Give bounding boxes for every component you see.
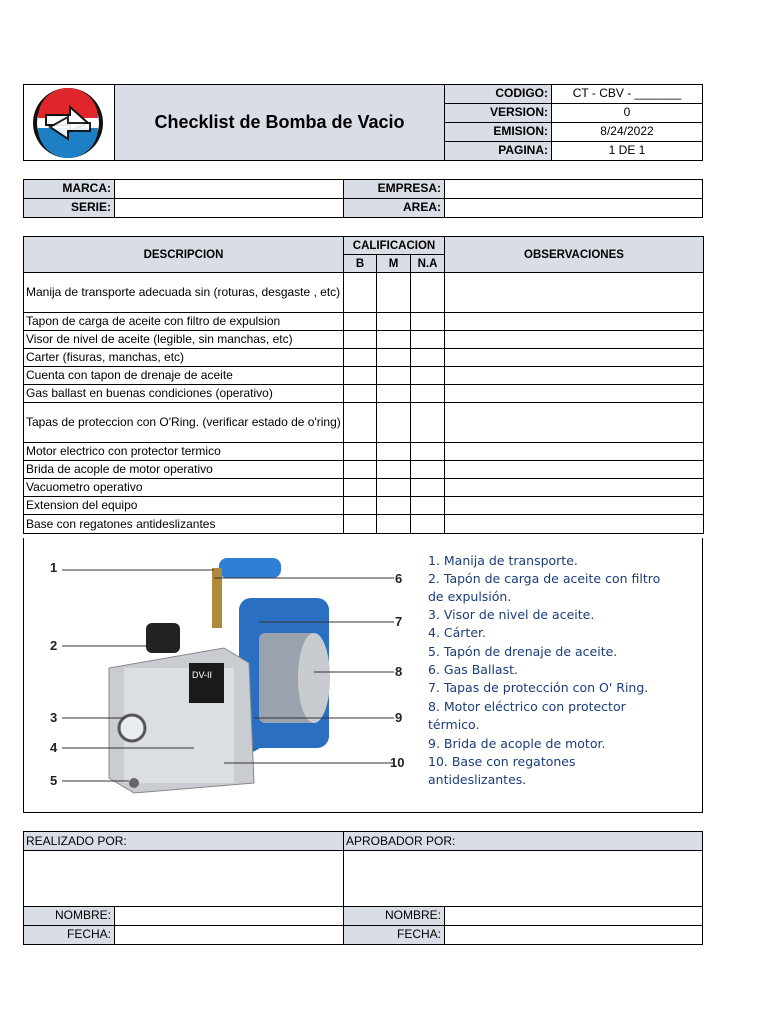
signature-section: [23, 831, 703, 951]
pump-label-plate: [189, 663, 224, 703]
col-m: M: [377, 255, 411, 273]
row-description: Motor electrico con protector termico: [24, 443, 344, 461]
m-cell[interactable]: [377, 479, 411, 497]
callout-10: 10: [390, 755, 405, 770]
b-cell[interactable]: [344, 349, 377, 367]
observation-cell[interactable]: [445, 515, 704, 534]
b-cell[interactable]: [344, 273, 377, 313]
aprobador-nombre-label: NOMBRE:: [343, 906, 445, 926]
b-cell[interactable]: [344, 367, 377, 385]
sight-glass: [119, 715, 145, 741]
m-cell[interactable]: [377, 331, 411, 349]
table-row: [24, 273, 704, 313]
observation-cell[interactable]: [445, 497, 704, 515]
row-description: Base con regatones antideslizantes: [24, 515, 344, 534]
na-cell[interactable]: [411, 331, 445, 349]
callout-4: 4: [50, 740, 58, 755]
b-cell[interactable]: [344, 497, 377, 515]
m-cell[interactable]: [377, 273, 411, 313]
empresa-field[interactable]: [444, 179, 703, 199]
area-field[interactable]: [444, 198, 703, 218]
m-cell[interactable]: [377, 349, 411, 367]
pump-diagram-panel: [23, 538, 703, 813]
b-cell[interactable]: [344, 515, 377, 534]
col-b: B: [344, 255, 377, 273]
realizado-nombre-field[interactable]: [114, 906, 344, 926]
table-row: [24, 349, 704, 367]
table-row: [24, 331, 704, 349]
codigo-value: CT - CBV - _______: [551, 84, 703, 104]
aprobador-label: APROBADOR POR:: [343, 831, 703, 851]
callout-7: 7: [395, 614, 403, 629]
row-description: Vacuometro operativo: [24, 479, 344, 497]
emision-label: EMISION:: [444, 122, 552, 142]
m-cell[interactable]: [377, 403, 411, 443]
motor-endcap: [298, 633, 330, 723]
na-cell[interactable]: [411, 497, 445, 515]
table-row: [24, 403, 704, 443]
m-cell[interactable]: [377, 313, 411, 331]
pagina-label: PAGINA:: [444, 141, 552, 161]
row-description: Tapas de proteccion con O'Ring. (verificar estado de o'ring): [24, 403, 344, 443]
row-description: Tapon de carga de aceite con filtro de expulsion: [24, 313, 344, 331]
legend-line: 4. Cárter.: [428, 625, 486, 640]
form-title: Checklist de Bomba de Vacio: [114, 84, 445, 161]
col-descripcion: DESCRIPCION: [24, 237, 344, 273]
marca-field[interactable]: [114, 179, 344, 199]
pump-handle: [219, 558, 281, 578]
b-cell[interactable]: [344, 385, 377, 403]
table-row: [24, 443, 704, 461]
table-row: [24, 367, 704, 385]
row-description: Extension del equipo: [24, 497, 344, 515]
row-description: Gas ballast en buenas condiciones (operativo): [24, 385, 344, 403]
version-value: 0: [551, 103, 703, 123]
row-description: Carter (fisuras, manchas, etc): [24, 349, 344, 367]
legend-line: 1. Manija de transporte.: [428, 553, 578, 568]
table-row: [24, 479, 704, 497]
marca-label: MARCA:: [23, 179, 115, 199]
table-row: [24, 461, 704, 479]
na-cell[interactable]: [411, 313, 445, 331]
observation-cell[interactable]: [445, 349, 704, 367]
callout-8: 8: [395, 664, 403, 679]
na-cell[interactable]: [411, 273, 445, 313]
na-cell[interactable]: [411, 349, 445, 367]
checklist-table: [23, 236, 703, 534]
table-row: [24, 385, 704, 403]
handle-post: [212, 568, 222, 628]
realizado-fecha-field[interactable]: [114, 925, 344, 945]
oil-cap: [146, 623, 180, 653]
b-cell[interactable]: [344, 479, 377, 497]
area-label: AREA:: [343, 198, 445, 218]
b-cell[interactable]: [344, 461, 377, 479]
version-label: VERSION:: [444, 103, 552, 123]
realizado-fecha-label: FECHA:: [23, 925, 115, 945]
b-cell[interactable]: [344, 403, 377, 443]
legend-line: 9. Brida de acople de motor.: [428, 736, 606, 751]
observation-cell[interactable]: [445, 443, 704, 461]
legend-line: 7. Tapas de protección con O' Ring.: [428, 680, 649, 695]
observation-cell[interactable]: [445, 479, 704, 497]
na-cell[interactable]: [411, 385, 445, 403]
observation-cell[interactable]: [445, 403, 704, 443]
equipment-info: [23, 179, 703, 218]
callout-1: 1: [50, 560, 58, 575]
logo-icon: [24, 85, 113, 159]
b-cell[interactable]: [344, 313, 377, 331]
serie-field[interactable]: [114, 198, 344, 218]
col-na: N.A: [411, 255, 445, 273]
callout-6: 6: [395, 571, 403, 586]
drain-plug: [129, 778, 139, 788]
table-row: [24, 313, 704, 331]
b-cell[interactable]: [344, 331, 377, 349]
legend-line: antideslizantes.: [428, 772, 527, 787]
legend-line: 5. Tapón de drenaje de aceite.: [428, 644, 618, 659]
col-observaciones: OBSERVACIONES: [445, 237, 704, 273]
row-description: Brida de acople de motor operativo: [24, 461, 344, 479]
m-cell[interactable]: [377, 497, 411, 515]
legend-line: 6. Gas Ballast.: [428, 662, 518, 677]
realizado-nombre-label: NOMBRE:: [23, 906, 115, 926]
legend-line: de expulsión.: [428, 589, 512, 604]
vacuum-pump-illustration: [24, 538, 424, 808]
callout-9: 9: [395, 710, 403, 725]
m-cell[interactable]: [377, 443, 411, 461]
table-row: [24, 497, 704, 515]
col-calificacion: CALIFICACION: [344, 237, 445, 255]
na-cell[interactable]: [411, 515, 445, 534]
na-cell[interactable]: [411, 403, 445, 443]
observation-cell[interactable]: [445, 461, 704, 479]
observation-cell[interactable]: [445, 331, 704, 349]
m-cell[interactable]: [377, 385, 411, 403]
aprobador-fecha-label: FECHA:: [343, 925, 445, 945]
serie-label: SERIE:: [23, 198, 115, 218]
observation-cell[interactable]: [445, 385, 704, 403]
realizado-label: REALIZADO POR:: [23, 831, 344, 851]
na-cell[interactable]: [411, 443, 445, 461]
legend-line: 3. Visor de nivel de aceite.: [428, 607, 595, 622]
b-cell[interactable]: [344, 443, 377, 461]
empresa-label: EMPRESA:: [343, 179, 445, 199]
observation-cell[interactable]: [445, 313, 704, 331]
legend-line: 8. Motor eléctrico con protector: [428, 699, 626, 714]
company-logo: [23, 84, 115, 161]
na-cell[interactable]: [411, 479, 445, 497]
aprobador-signature-area[interactable]: [343, 850, 703, 907]
realizado-signature-area[interactable]: [23, 850, 344, 907]
aprobador-nombre-field[interactable]: [444, 906, 703, 926]
aprobador-fecha-field[interactable]: [444, 925, 703, 945]
row-description: Visor de nivel de aceite (legible, sin manchas, etc): [24, 331, 344, 349]
pump-brand-text: DV-II: [192, 670, 213, 680]
codigo-label: CODIGO:: [444, 84, 552, 104]
row-description: Manija de transporte adecuada sin (roturas, desgaste , etc): [24, 273, 344, 313]
legend-line: 10. Base con regatones: [428, 754, 576, 769]
m-cell[interactable]: [377, 461, 411, 479]
callout-5: 5: [50, 773, 58, 788]
legend-line: térmico.: [428, 717, 480, 732]
callout-2: 2: [50, 638, 58, 653]
callout-3: 3: [50, 710, 58, 725]
row-description: Cuenta con tapon de drenaje de aceite: [24, 367, 344, 385]
na-cell[interactable]: [411, 367, 445, 385]
pagina-value: 1 DE 1: [551, 141, 703, 161]
table-row: [24, 515, 704, 534]
m-cell[interactable]: [377, 367, 411, 385]
legend-line: 2. Tapón de carga de aceite con filtro: [428, 571, 661, 586]
observation-cell[interactable]: [445, 273, 704, 313]
m-cell[interactable]: [377, 515, 411, 534]
observation-cell[interactable]: [445, 367, 704, 385]
na-cell[interactable]: [411, 461, 445, 479]
document-meta: [444, 84, 703, 161]
emision-value: 8/24/2022: [551, 122, 703, 142]
